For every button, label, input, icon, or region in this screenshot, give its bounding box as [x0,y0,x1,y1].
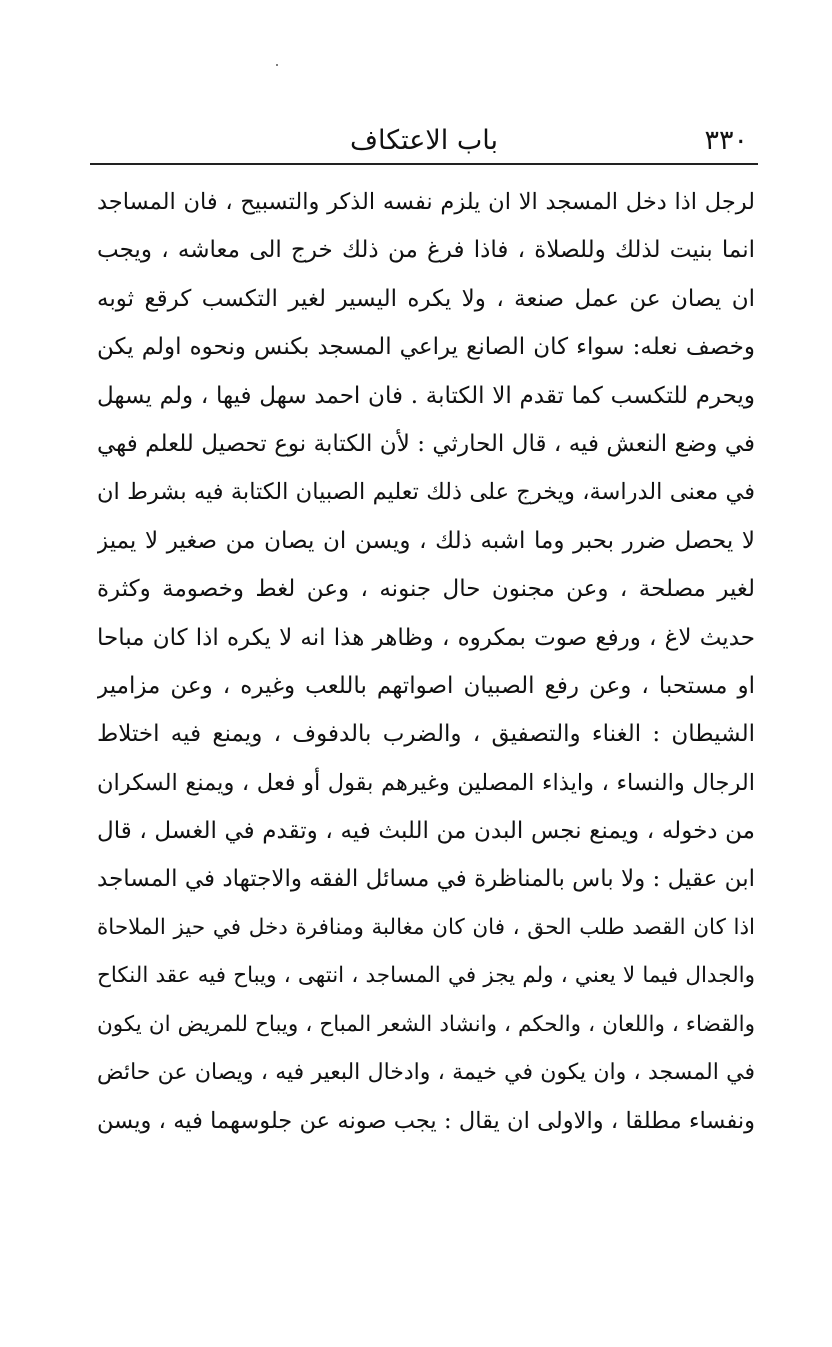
text-line: ونفساء مطلقا ، والاولى ان يقال : يجب صونه عن جلوسهما فيه ، ويسن [97,1108,755,1135]
text-line: لغير مصلحة ، وعن مجنون حال جنونه ، وعن لغط وخصومة وكثرة [97,576,755,603]
text-line: والجدال فيما لا يعني ، ولم يجز في المساجد ، انتهى ، ويباح فيه عقد النكاح [97,963,755,989]
text-line: في معنى الدراسة، ويخرج على ذلك تعليم الصبيان الكتابة فيه بشرط ان [97,479,755,506]
text-line: الشيطان : الغناء والتصفيق ، والضرب بالدفوف ، ويمنع فيه اختلاط [97,721,755,748]
body-text [97,178,755,1146]
text-line: لرجل اذا دخل المسجد الا ان يلزم نفسه الذكر والتسبيح ، فان المساجد [97,189,755,215]
text-line: ان يصان عن عمل صنعة ، ولا يكره اليسير لغير التكسب كرقع ثوبه [97,285,755,312]
text-line: انما بنيت لذلك وللصلاة ، فاذا فرغ من ذلك خرج الى معاشه ، ويجب [97,237,755,264]
print-speck [276,64,278,66]
text-line: في المسجد ، وان يكون في خيمة ، وادخال البعير فيه ، ويصان عن حائض [97,1060,755,1086]
text-line: وخصف نعله: سواء كان الصانع يراعي المسجد بكنس ونحوه اولم يكن [97,334,755,361]
text-line: لا يحصل ضرر بحبر وما اشبه ذلك ، ويسن ان يصان من صغير لا يميز [97,527,755,554]
text-line: من دخوله ، ويمنع نجس البدن من اللبث فيه ، وتقدم في الغسل ، قال [97,818,755,845]
text-line: ويحرم للتكسب كما تقدم الا الكتابة . فان احمد سهل فيها ، ولم يسهل [97,382,755,409]
text-line: او مستحبا ، وعن رفع الصبيان اصواتهم باللعب وغيره ، وعن مزامير [97,672,755,699]
page-header [90,112,758,162]
text-line: في وضع النعش فيه ، قال الحارثي : لأن الكتابة نوع تحصيل للعلم فهي [97,430,755,457]
text-line: الرجال والنساء ، وايذاء المصلين وغيرهم بقول أو فعل ، ويمنع السكران [97,769,755,796]
running-title: باب الاعتكاف [349,125,499,156]
header-rule [90,163,758,165]
text-line: حديث لاغ ، ورفع صوت بمكروه ، وظاهر هذا انه لا يكره اذا كان مباحا [97,624,755,651]
text-line: والقضاء ، واللعان ، والحكم ، وانشاد الشعر المباح ، ويباح للمريض ان يكون [97,1011,755,1037]
text-line: ابن عقيل : ولا باس بالمناظرة في مسائل الفقه والاجتهاد في المساجد [97,866,755,893]
text-line: اذا كان القصد طلب الحق ، فان كان مغالبة ومنافرة دخل في حيز الملاحاة [97,914,755,940]
page-number: ٣٣٠ [704,125,748,156]
